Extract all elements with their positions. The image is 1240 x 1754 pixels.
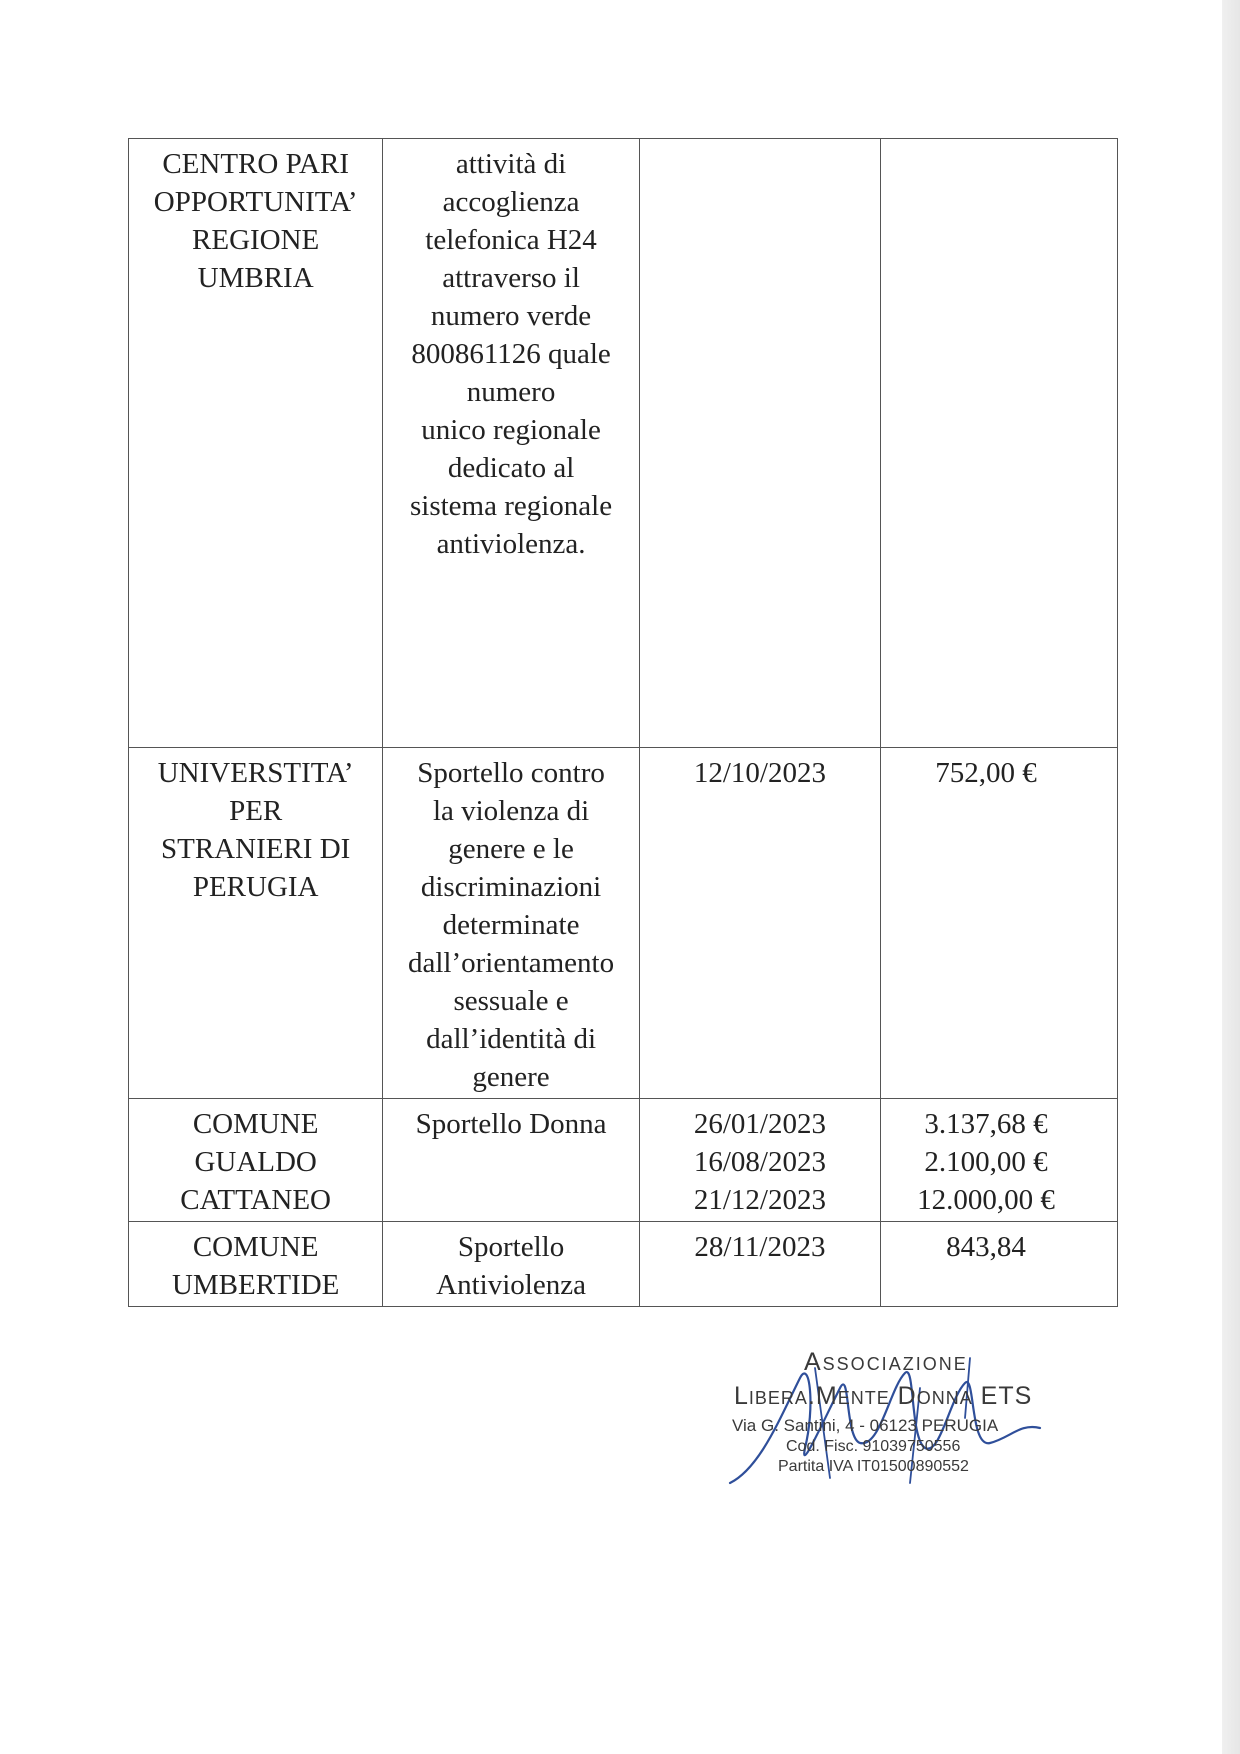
cell-line: accoglienza: [442, 186, 580, 218]
cell-line: 800861126 quale: [411, 338, 611, 370]
amount-cell: [881, 139, 1118, 748]
stamp-line-1: Associazione: [804, 1348, 968, 1376]
date-cell: [639, 1222, 880, 1307]
cell-line: UNIVERSTITA’: [157, 757, 354, 789]
table-row: [129, 748, 1118, 1099]
activity-cell: [383, 748, 639, 1099]
cell-line: numero verde: [430, 300, 592, 332]
cell-line: attività di: [455, 148, 567, 180]
cell-line: UMBRIA: [197, 262, 314, 294]
cell-line: sessuale e: [453, 985, 569, 1017]
table-row: [129, 1099, 1118, 1222]
cell-line: genere: [472, 1061, 550, 1093]
cell-line: CATTANEO: [180, 1184, 332, 1216]
association-stamp: [720, 1348, 1070, 1478]
cell-line: unico regionale: [421, 414, 601, 446]
amount-cell: [881, 1222, 1118, 1307]
cell-line: genere e le: [448, 833, 574, 865]
date-cell: [639, 139, 880, 748]
cell-line: dall’orientamento: [407, 947, 615, 979]
cell-line: telefonica H24: [425, 224, 597, 256]
cell-line: determinate: [442, 909, 580, 941]
activity-cell: [383, 1099, 639, 1222]
cell-line: PER: [229, 795, 283, 827]
activity-cell: [383, 139, 639, 748]
stamp-line-4: Cod. Fisc. 91039750556: [786, 1438, 961, 1455]
cell-line: 12/10/2023: [693, 757, 826, 789]
stamp-line-5: Partita IVA IT01500890552: [778, 1458, 969, 1475]
cell-line: REGIONE: [192, 224, 320, 256]
cell-line: 12.000,00 €: [917, 1184, 1055, 1216]
cell-line: 21/12/2023: [693, 1184, 826, 1216]
cell-line: 28/11/2023: [694, 1231, 826, 1263]
entity-cell: [129, 1222, 383, 1307]
cell-line: 2.100,00 €: [924, 1146, 1048, 1178]
cell-line: OPPORTUNITA’: [153, 186, 358, 218]
cell-line: 3.137,68 €: [924, 1108, 1048, 1140]
entity-cell: [129, 1099, 383, 1222]
cell-line: COMUNE: [192, 1108, 319, 1140]
cell-line: 26/01/2023: [693, 1108, 826, 1140]
cell-line: Sportello contro: [417, 757, 605, 789]
cell-line: CENTRO PARI: [162, 148, 349, 180]
table-row: [129, 139, 1118, 748]
cell-line: Sportello Donna: [415, 1108, 607, 1140]
cell-line: dall’identità di: [426, 1023, 597, 1055]
cell-line: sistema regionale: [409, 490, 613, 522]
cell-line: discriminazioni: [420, 871, 602, 903]
date-cell: [639, 748, 880, 1099]
cell-line: 752,00 €: [935, 757, 1037, 789]
cell-line: numero: [466, 376, 556, 408]
cell-line: Antiviolenza: [436, 1269, 586, 1301]
cell-line: 16/08/2023: [693, 1146, 826, 1178]
funding-table: [128, 138, 1118, 1307]
cell-line: GUALDO: [194, 1146, 317, 1178]
cell-line: PERUGIA: [192, 871, 319, 903]
entity-cell: [129, 748, 383, 1099]
amount-cell: [881, 1099, 1118, 1222]
cell-line: 843,84: [946, 1231, 1026, 1263]
entity-cell: [129, 139, 383, 748]
table-row: [129, 1222, 1118, 1307]
cell-line: dedicato al: [447, 452, 575, 484]
stamp-line-3: Via G. Santini, 4 - 06123 PERUGIA: [732, 1416, 999, 1435]
cell-line: antiviolenza.: [436, 528, 586, 560]
cell-line: COMUNE: [192, 1231, 319, 1263]
scan-edge: [1222, 0, 1240, 1754]
cell-line: UMBERTIDE: [171, 1269, 340, 1301]
cell-line: Sportello: [457, 1231, 565, 1263]
stamp-line-2: Libera.Mente Donna ETS: [734, 1382, 1033, 1410]
date-cell: [639, 1099, 880, 1222]
cell-line: attraverso il: [442, 262, 580, 294]
cell-line: la violenza di: [432, 795, 590, 827]
cell-line: STRANIERI DI: [161, 833, 351, 865]
amount-cell: [881, 748, 1118, 1099]
activity-cell: [383, 1222, 639, 1307]
